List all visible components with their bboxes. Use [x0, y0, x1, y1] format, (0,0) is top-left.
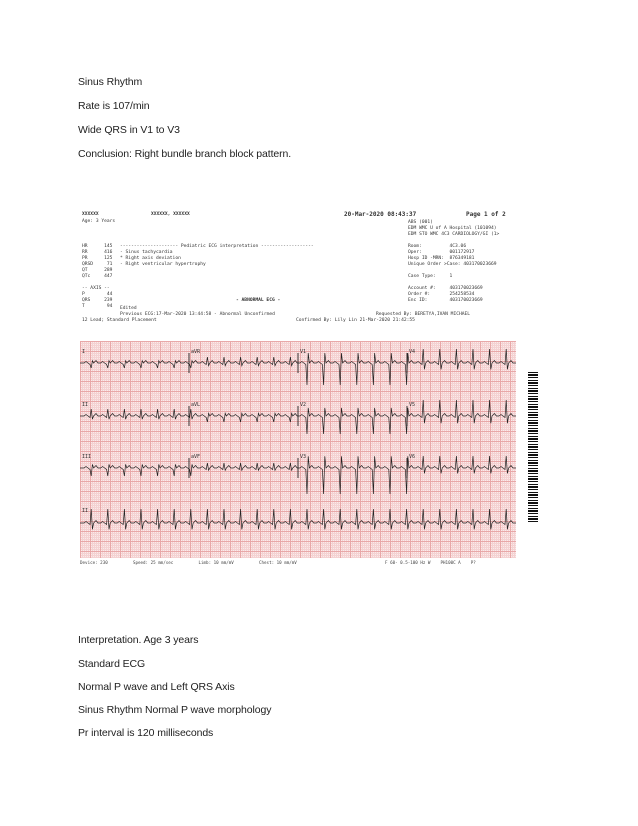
- note-standard-ecg: Standard ECG: [78, 658, 146, 670]
- ecg-interp-3: - Right ventricular hypertrophy: [120, 262, 206, 267]
- lead-label-ii-rhythm: II: [82, 508, 89, 514]
- note-pr-interval: Pr interval is 120 milliseconds: [78, 727, 214, 739]
- ecg-order: Order #: 254258534: [408, 292, 475, 297]
- ecg-interp-title: --------------------- Pediatric ECG interpretation -------------------: [120, 244, 314, 249]
- ecg-page: Page 1 of 2: [466, 211, 506, 218]
- ecg-hr: HR 145: [82, 244, 113, 249]
- lead-label-v5: V5: [409, 402, 416, 408]
- ecg-axis-qrs: QRS 239: [82, 298, 113, 303]
- lead-label-ii: II: [82, 402, 89, 408]
- lead-label-v2: V2: [300, 402, 307, 408]
- lead-label-avl: aVL: [191, 402, 201, 408]
- ecg-qrsd: QRSD 71: [82, 262, 113, 267]
- lead-label-v1: V1: [300, 349, 307, 355]
- ecg-edited: Edited: [120, 306, 137, 311]
- ecg-axis-title: -- AXIS --: [82, 286, 110, 291]
- ecg-datetime: 20-Mar-2020 08:43:37: [344, 211, 417, 218]
- note-sinus-rhythm-morphology: Sinus Rhythm Normal P wave morphology: [78, 704, 272, 716]
- ecg-axis-p: P 44: [82, 292, 113, 297]
- note-interpretation-age: Interpretation. Age 3 years: [78, 634, 199, 646]
- ecg-qt: QT 289: [82, 268, 113, 273]
- ecg-interp-1: - Sinus tachycardia: [120, 250, 173, 255]
- note-normal-p-wave-axis: Normal P wave and Left QRS Axis: [78, 681, 235, 693]
- lead-label-v6: V6: [409, 454, 416, 460]
- ecg-lead-title: 12 Lead; Standard Placement: [82, 318, 157, 323]
- ecg-previous: Previous ECG:17-Mar-2020 13:44:58 - Abnormal Unconfirmed: [120, 312, 275, 317]
- ecg-right-header-1: ABS (001): [408, 220, 433, 225]
- ecg-oper: Oper: 001172917: [408, 250, 475, 255]
- ecg-rr: RR 416: [82, 250, 113, 255]
- ecg-patient: XXXXXX: [82, 212, 99, 217]
- ecg-confirmed: Confirmed By: Lily Lin 21-Mar-2020 21:42:55: [296, 318, 415, 323]
- ecg-footer: Device: 230 Speed: 25 mm/sec Limb: 10 mm/mV Chest: 10 mm/mV F 60- 0.5-100 Hz W PH100C A P?: [80, 560, 476, 565]
- ecg-patient-name: XXXXXX, XXXXXX: [151, 212, 190, 217]
- ecg-unique-order: Unique Order >Case: 403170023669: [408, 262, 497, 267]
- note-wide-qrs: Wide QRS in V1 to V3: [78, 124, 180, 136]
- barcode: [528, 372, 538, 522]
- ecg-pr: PR 125: [82, 256, 113, 261]
- ecg-enc-id: Enc ID: 403170023669: [408, 298, 483, 303]
- ecg-interp-2: * Right axis deviation: [120, 256, 181, 261]
- note-sinus-rhythm: Sinus Rhythm: [78, 76, 143, 88]
- ecg-qtc: QTc 447: [82, 274, 113, 279]
- ecg-age: Age: 3 Years: [82, 219, 116, 224]
- lead-label-i: I: [82, 349, 86, 355]
- note-conclusion: Conclusion: Right bundle branch block pattern.: [78, 148, 292, 160]
- ecg-requested: Requested By: BERETYA,IVAN MICHAEL: [376, 312, 471, 317]
- ecg-printout: [76, 212, 528, 572]
- ecg-abnormal: - ABNORMAL ECG -: [236, 298, 281, 303]
- ecg-traces: [80, 341, 516, 558]
- lead-label-v4: V4: [409, 349, 416, 355]
- ecg-axis-t: T 94: [82, 304, 113, 309]
- lead-label-avr: aVR: [191, 349, 201, 355]
- ecg-account: Account #: 403170023669: [408, 286, 483, 291]
- lead-label-avf: aVF: [191, 454, 201, 460]
- note-rate: Rate is 107/min: [78, 100, 150, 112]
- ecg-right-header-2: EDM WMC U of A Hospital (101094): [408, 226, 497, 231]
- lead-label-iii: III: [82, 454, 92, 460]
- ecg-room: Room: 4C3.06: [408, 244, 467, 249]
- ecg-trace-row: [80, 509, 516, 529]
- ecg-case-type: Case Type: 1: [408, 274, 453, 279]
- ecg-hosp-id: Hosp ID -MRN: 876349181: [408, 256, 475, 261]
- ecg-right-header-3: EDM STO WMC 4C3 CARDIOLOGY/GI (1>: [408, 232, 500, 237]
- lead-label-v3: V3: [300, 454, 307, 460]
